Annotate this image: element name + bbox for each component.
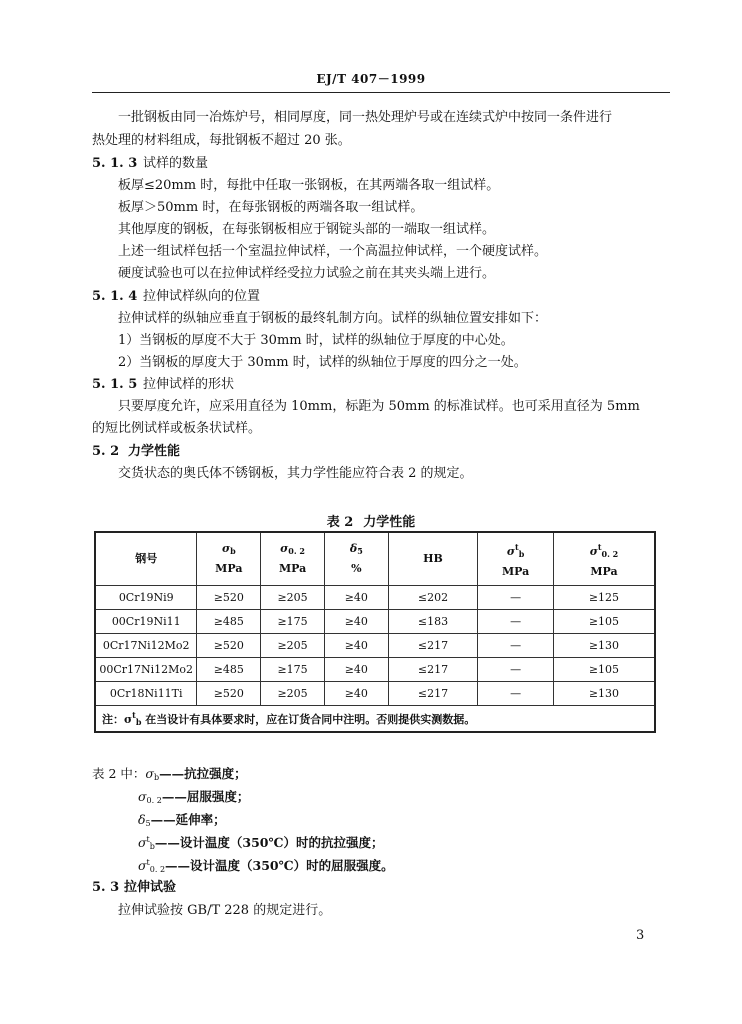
cell-hardness: ≤202 [388, 586, 478, 610]
table-header-row [95, 532, 655, 586]
cell-yield: ≥175 [261, 610, 325, 634]
cell-yield: ≥205 [261, 634, 325, 658]
table-caption-number: 表 2 [326, 515, 354, 530]
cell-tensile: ≥520 [197, 634, 261, 658]
table-row [95, 634, 655, 658]
cell-design-tensile: — [478, 610, 554, 634]
s513-line2: 板厚＞50mm 时，在每张钢板的两端各取一组试样。 [118, 200, 424, 215]
legend-line-2: $\sigma_{0. 2}——$屈服强度； [138, 789, 250, 805]
cell-design-tensile: — [478, 658, 554, 682]
section-5-1-4-number: 5. 1. 4 [92, 289, 138, 304]
s514-line3: 2）当钢板的厚度大于 30mm 时，试样的纵轴位于厚度的四分之一处。 [118, 355, 527, 370]
cell-hardness: ≤217 [388, 682, 478, 706]
header-rule [92, 92, 670, 93]
cell-yield: ≥205 [261, 682, 325, 706]
s53-line1: 拉伸试验按 GB/T 228 的规定进行。 [118, 903, 332, 918]
standard-header: EJ/T 407－1999 [316, 72, 426, 86]
section-5-1-3-number: 5. 1. 3 [92, 156, 138, 171]
table-row [95, 682, 655, 706]
cell-design-yield: ≥125 [553, 586, 655, 610]
cell-yield: ≥205 [261, 586, 325, 610]
s514-line2: 1）当钢板的厚度不大于 30mm 时，试样的纵轴位于厚度的中心处。 [118, 333, 514, 348]
cell-hardness: ≤217 [388, 658, 478, 682]
legend-line-3: $\delta_5——$延伸率； [138, 812, 226, 828]
cell-hardness: ≤183 [388, 610, 478, 634]
cell-design-yield: ≥130 [553, 634, 655, 658]
header-grade: 钢号 [95, 532, 197, 586]
cell-elongation: ≥40 [324, 610, 388, 634]
cell-tensile: ≥520 [197, 586, 261, 610]
para1-line2: 热处理的材料组成，每批钢板不超过 20 张。 [92, 133, 351, 148]
header-hardness: HB [388, 532, 478, 586]
legend-line-1: 表 2 中：$\sigma_b——$抗拉强度； [92, 766, 247, 782]
cell-yield: ≥175 [261, 658, 325, 682]
cell-design-yield: ≥105 [553, 610, 655, 634]
cell-grade: 0Cr19Ni9 [95, 586, 197, 610]
section-5-1-5-number: 5. 1. 5 [92, 377, 138, 392]
cell-elongation: ≥40 [324, 682, 388, 706]
table-note: 注：$\sigma^t_b$ 在当设计有具体要求时，应在订货合同中注明。否则提供实测数据。 [95, 706, 655, 733]
s514-line1: 拉伸试样的纵轴应垂直于钢板的最终轧制方向。试样的纵轴位置安排如下： [118, 311, 548, 326]
section-5-3-number: 5. 3 [92, 880, 120, 895]
s515-line1: 只要厚度允许，应采用直径为 10mm，标距为 50mm 的标准试样。也可采用直径为 5mm [118, 399, 640, 414]
header-tensile-strength: $\sigma_b$ MPa [197, 532, 261, 586]
cell-design-tensile: — [478, 586, 554, 610]
header-yield-strength: $\sigma_{0. 2}$ MPa [261, 532, 325, 586]
s513-line4: 上述一组试样包括一个室温拉伸试样，一个高温拉伸试样，一个硬度试样。 [118, 244, 548, 259]
section-5-1-4-title: 拉伸试样纵向的位置 [143, 289, 261, 304]
table-caption [0, 511, 742, 530]
cell-design-tensile: — [478, 634, 554, 658]
para1-line1: 一批钢板由同一冶炼炉号，相同厚度，同一热处理炉号或在连续式炉中按同一条件进行 [118, 110, 613, 125]
cell-design-tensile: — [478, 682, 554, 706]
cell-tensile: ≥485 [197, 610, 261, 634]
table-note-row [95, 706, 655, 733]
legend-intro: 表 2 中： [92, 766, 146, 781]
s515-line2: 的短比例试样或板条状试样。 [92, 421, 262, 436]
section-5-1-5-title: 拉伸试样的形状 [143, 377, 235, 392]
section-5-2-title: 力学性能 [128, 444, 181, 459]
legend-line-4: $\sigma^t_b——$设计温度（350℃）时的抗拉强度； [138, 835, 384, 851]
header-design-temp-tensile: $\sigma^t_b$ MPa [478, 532, 554, 586]
s513-line1: 板厚≤20mm 时，每批中任取一张钢板，在其两端各取一组试样。 [118, 178, 500, 193]
cell-tensile: ≥485 [197, 658, 261, 682]
cell-grade: 0Cr18Ni11Ti [95, 682, 197, 706]
header-elongation: $\delta_5$ % [324, 532, 388, 586]
table-row [95, 586, 655, 610]
cell-design-yield: ≥105 [553, 658, 655, 682]
cell-grade: 00Cr17Ni12Mo2 [95, 658, 197, 682]
cell-elongation: ≥40 [324, 658, 388, 682]
legend-line-5: $\sigma^t_{0. 2}——$设计温度（350℃）时的屈服强度。 [138, 858, 394, 874]
s513-line3: 其他厚度的钢板，在每张钢板相应于钢锭头部的一端取一组试样。 [118, 222, 496, 237]
cell-elongation: ≥40 [324, 634, 388, 658]
cell-hardness: ≤217 [388, 634, 478, 658]
page-number: 3 [636, 928, 645, 943]
table-caption-title: 力学性能 [363, 515, 416, 530]
cell-tensile: ≥520 [197, 682, 261, 706]
cell-grade: 0Cr17Ni12Mo2 [95, 634, 197, 658]
mechanical-properties-table [94, 531, 656, 733]
s52-line1: 交货状态的奥氏体不锈钢板，其力学性能应符合表 2 的规定。 [118, 466, 473, 481]
header-design-temp-yield: $\sigma^t_{0. 2}$ MPa [553, 532, 655, 586]
section-5-1-3-title: 试样的数量 [143, 156, 209, 171]
section-5-2-number: 5. 2 [92, 444, 120, 459]
section-5-3-title: 拉伸试验 [124, 880, 177, 895]
cell-elongation: ≥40 [324, 586, 388, 610]
cell-grade: 00Cr19Ni11 [95, 610, 197, 634]
table-row [95, 610, 655, 634]
s513-line5: 硬度试验也可以在拉伸试样经受拉力试验之前在其夹头端上进行。 [118, 266, 496, 281]
table-row [95, 658, 655, 682]
cell-design-yield: ≥130 [553, 682, 655, 706]
